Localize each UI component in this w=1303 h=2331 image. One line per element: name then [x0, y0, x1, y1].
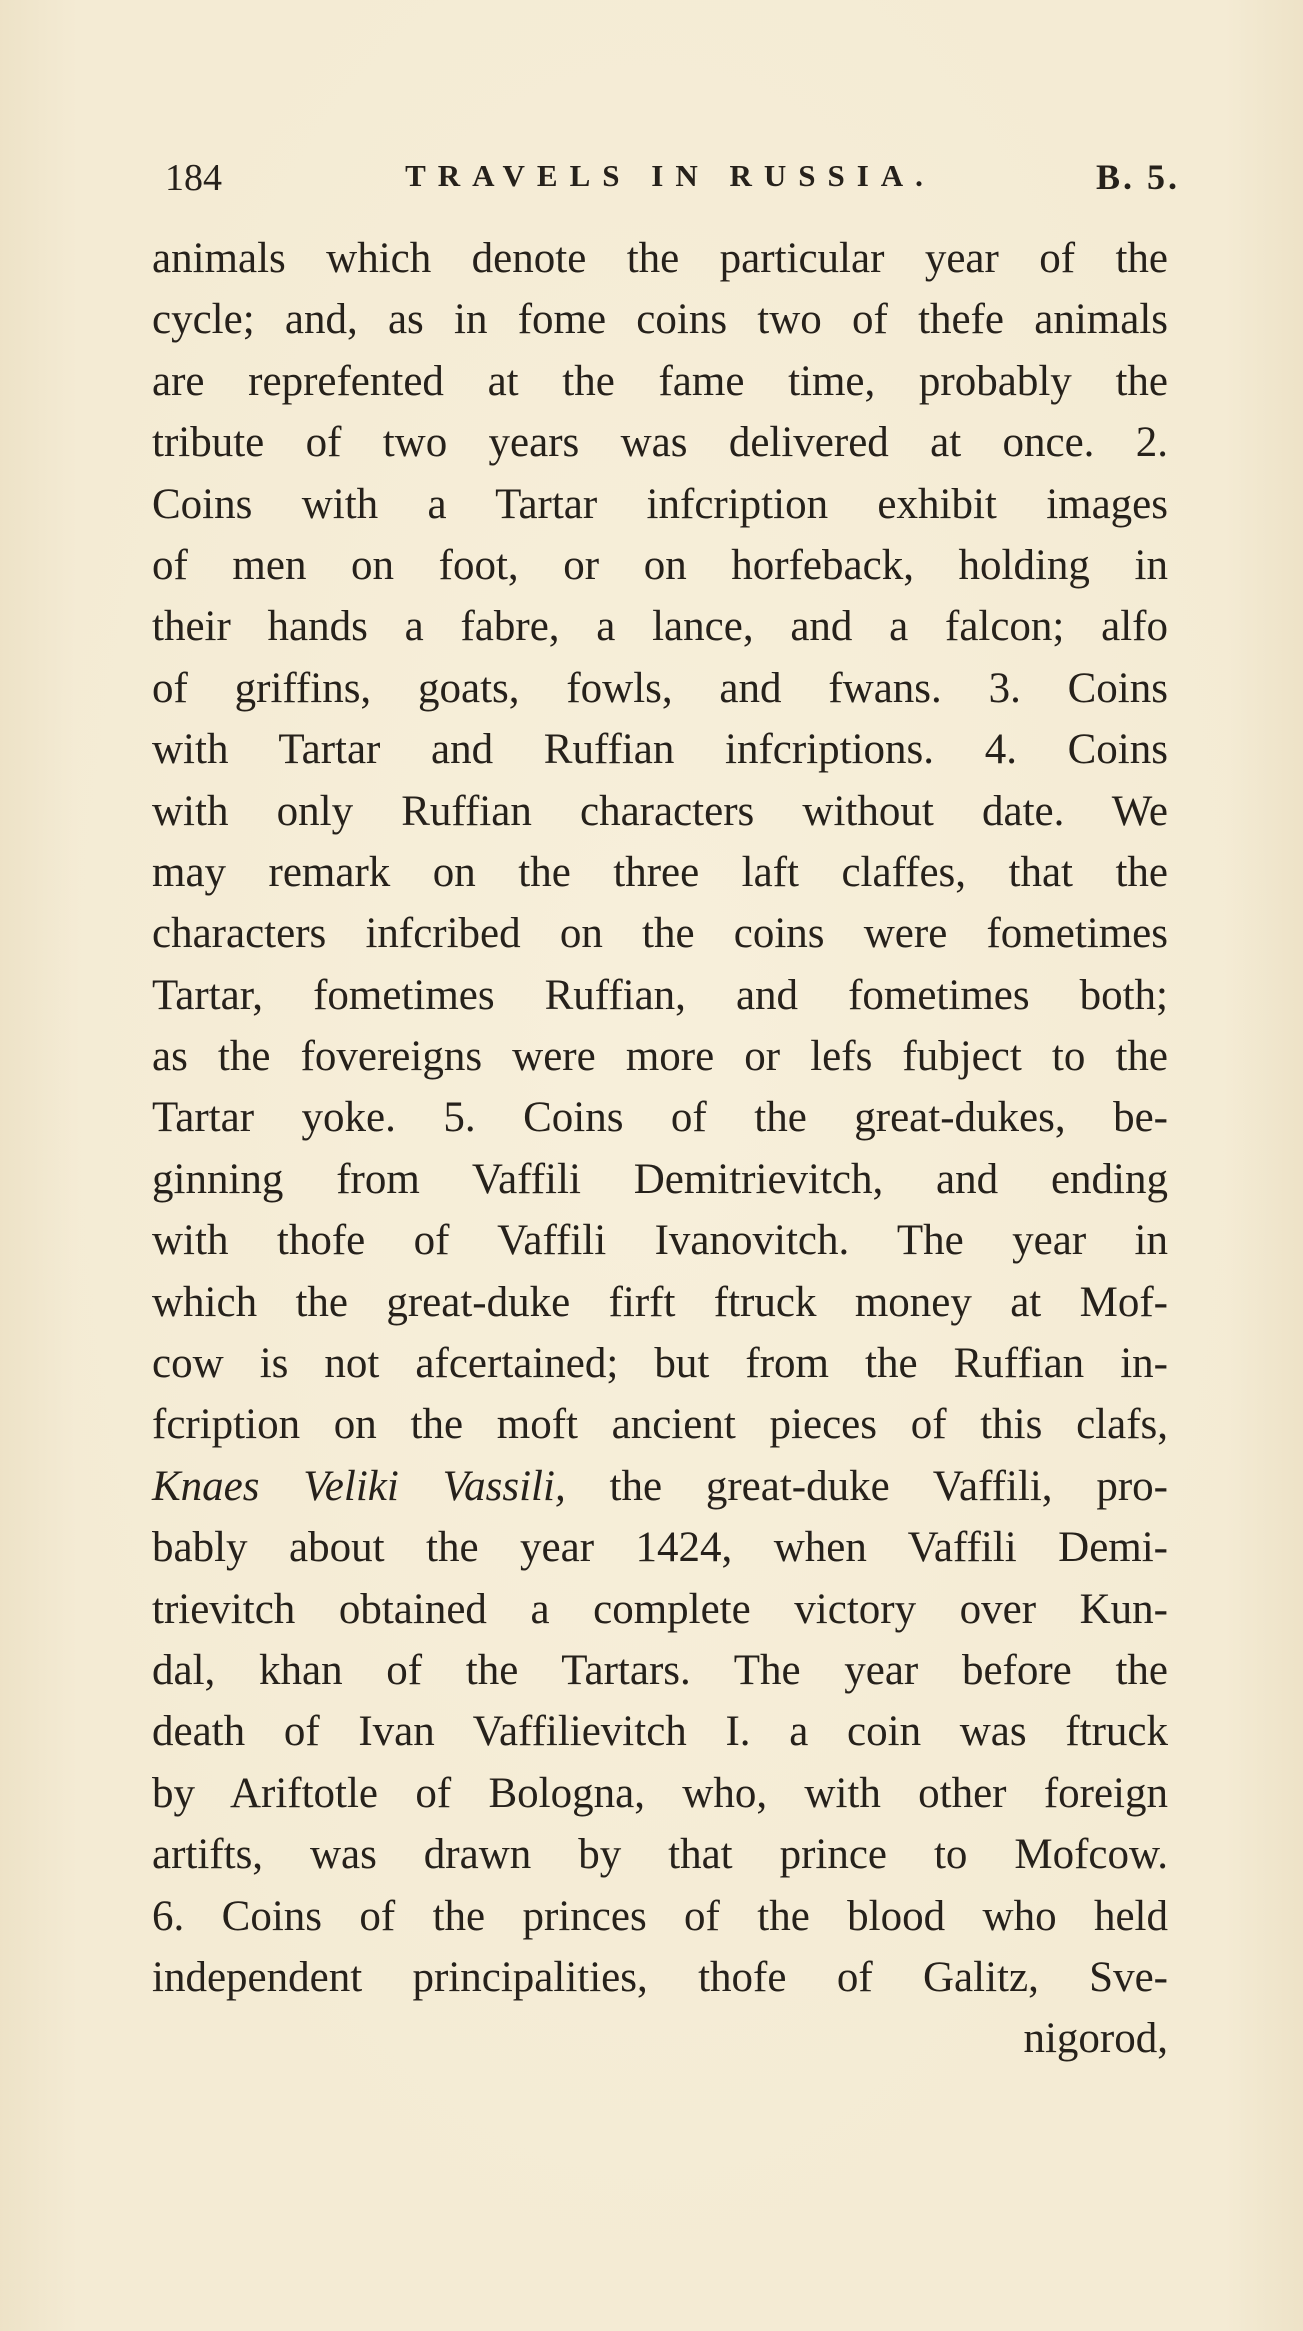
text-line: as the fovereigns were more or lefs fubject to the [152, 1033, 1168, 1081]
text-line: by Ariftotle of Bologna, who, with other foreign [152, 1769, 1168, 1817]
book-reference: B. 5. [1095, 157, 1180, 197]
text-line: Tartar, fometimes Ruffian, and fometimes both; [152, 971, 1168, 1019]
body-text [152, 228, 1168, 2070]
text-line: death of Ivan Vaffilievitch I. a coin was ftruck [152, 1708, 1168, 1756]
text-line: 6. Coins of the princes of the blood who held [152, 1892, 1168, 1940]
text-line: with thofe of Vaffili Ivanovitch. The year in [152, 1217, 1168, 1265]
text-line: of griffins, goats, fowls, and fwans. 3. Coins [152, 664, 1168, 712]
page-header [165, 150, 1180, 210]
text-line: characters infcribed on the coins were fometimes [152, 910, 1168, 958]
text-line: dal, khan of the Tartars. The year before the [152, 1646, 1168, 1694]
text-line: cow is not afcertained; but from the Ruffian in- [152, 1340, 1168, 1388]
text-line: bably about the year 1424, when Vaffili Demi- [152, 1524, 1168, 1572]
text-line: artifts, was drawn by that prince to Mofcow. [152, 1831, 1168, 1879]
text-line: trievitch obtained a complete victory over Kun- [152, 1585, 1168, 1633]
text-line: ginning from Vaffili Demitrievitch, and ending [152, 1155, 1168, 1203]
italic-phrase: Knaes Veliki Vassili, [152, 1462, 566, 1510]
catchword: nigorod, [1023, 2015, 1168, 2063]
text-line: fcription on the moft ancient pieces of this clafs, [152, 1401, 1168, 1449]
text-line-rest: the great-duke Vaffili, pro- [609, 1462, 1169, 1510]
text-line: Tartar yoke. 5. Coins of the great-dukes, be- [152, 1094, 1168, 1142]
text-line: animals which denote the particular year of the [152, 235, 1168, 282]
page-number: 184 [165, 157, 222, 199]
text-line: which the great-duke firft ftruck money at Mof- [152, 1278, 1168, 1326]
text-line: their hands a fabre, a lance, and a falcon; alfo [152, 603, 1168, 651]
text-line: may remark on the three laft claffes, that the [152, 848, 1168, 896]
text-line: with Tartar and Ruffian infcriptions. 4. Coins [152, 726, 1168, 774]
text-line: tribute of two years was delivered at once. 2. [152, 419, 1168, 467]
text-line: independent principalities, thofe of Galitz, Sve- [152, 1953, 1168, 2001]
text-line-with-italic [152, 1456, 1168, 1517]
text-line: are reprefented at the fame time, probably the [152, 357, 1168, 405]
text-line: cycle; and, as in fome coins two of thefe animals [152, 296, 1168, 344]
text-line: of men on foot, or on horfeback, holding in [152, 541, 1168, 589]
text-line: with only Ruffian characters without date. We [152, 787, 1168, 835]
running-title: TRAVELS IN RUSSIA. [405, 158, 935, 193]
text-line: Coins with a Tartar infcription exhibit images [152, 480, 1168, 528]
